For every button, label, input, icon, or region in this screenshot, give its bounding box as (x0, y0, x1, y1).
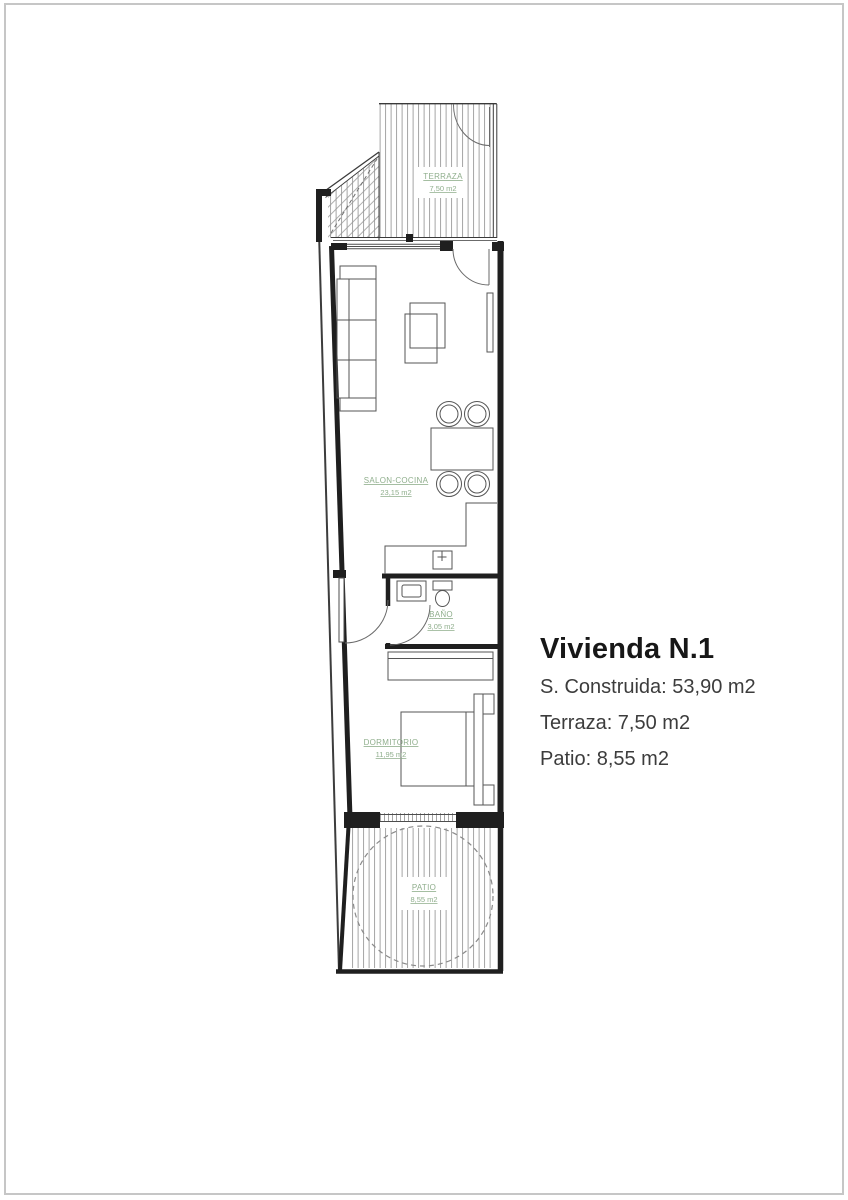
salon-label: SALON-COCINA (363, 476, 429, 485)
washbasin (397, 581, 426, 601)
kitchen-counter (385, 503, 497, 574)
patio-area-label: 8,55 m2 (410, 895, 438, 904)
bath-label: BAÑO (429, 610, 453, 619)
terrace-column (406, 234, 413, 242)
bedroom (364, 652, 494, 805)
terrace-area (322, 104, 497, 242)
left-wall (332, 246, 351, 818)
bedroom-area-label: 11,95 m2 (375, 750, 407, 759)
wardrobe (388, 652, 493, 680)
terrace-surface-line: Terraza: 7,50 m2 (540, 712, 691, 734)
living-kitchen (337, 266, 497, 574)
built-surface-line: S. Construida: 53,90 m2 (540, 676, 756, 698)
kitchen-sink (433, 551, 452, 569)
dining-table (431, 428, 493, 470)
terrace-label: TERRAZA (423, 172, 463, 181)
patio-label: PATIO (411, 883, 437, 892)
corridor-door-leaf (339, 578, 344, 642)
entrance-door-arc (453, 249, 489, 285)
toilet (433, 581, 452, 607)
coffee-table (410, 303, 445, 348)
terrace-area-label: 7,50 m2 (429, 184, 457, 193)
patio-area (352, 826, 495, 968)
bathroom (339, 578, 455, 645)
nightstand (483, 785, 494, 805)
dwelling-title: Vivienda N.1 (540, 633, 715, 665)
sofa (337, 266, 376, 411)
corridor-pier (333, 570, 346, 578)
nightstand (483, 694, 494, 714)
dining-set (431, 402, 493, 497)
bathroom-door-arc (390, 605, 430, 645)
patio-surface-line: Patio: 8,55 m2 (540, 748, 669, 770)
wall-shelf (487, 293, 493, 352)
bedroom-label: DORMITORIO (363, 738, 419, 747)
info-panel (540, 633, 800, 784)
patio-left-wall (340, 818, 349, 971)
bed (401, 694, 494, 805)
corridor-door-arc (345, 600, 388, 643)
salon-area-label: 23,15 m2 (380, 488, 412, 497)
bath-area-label: 3,05 m2 (427, 622, 455, 631)
